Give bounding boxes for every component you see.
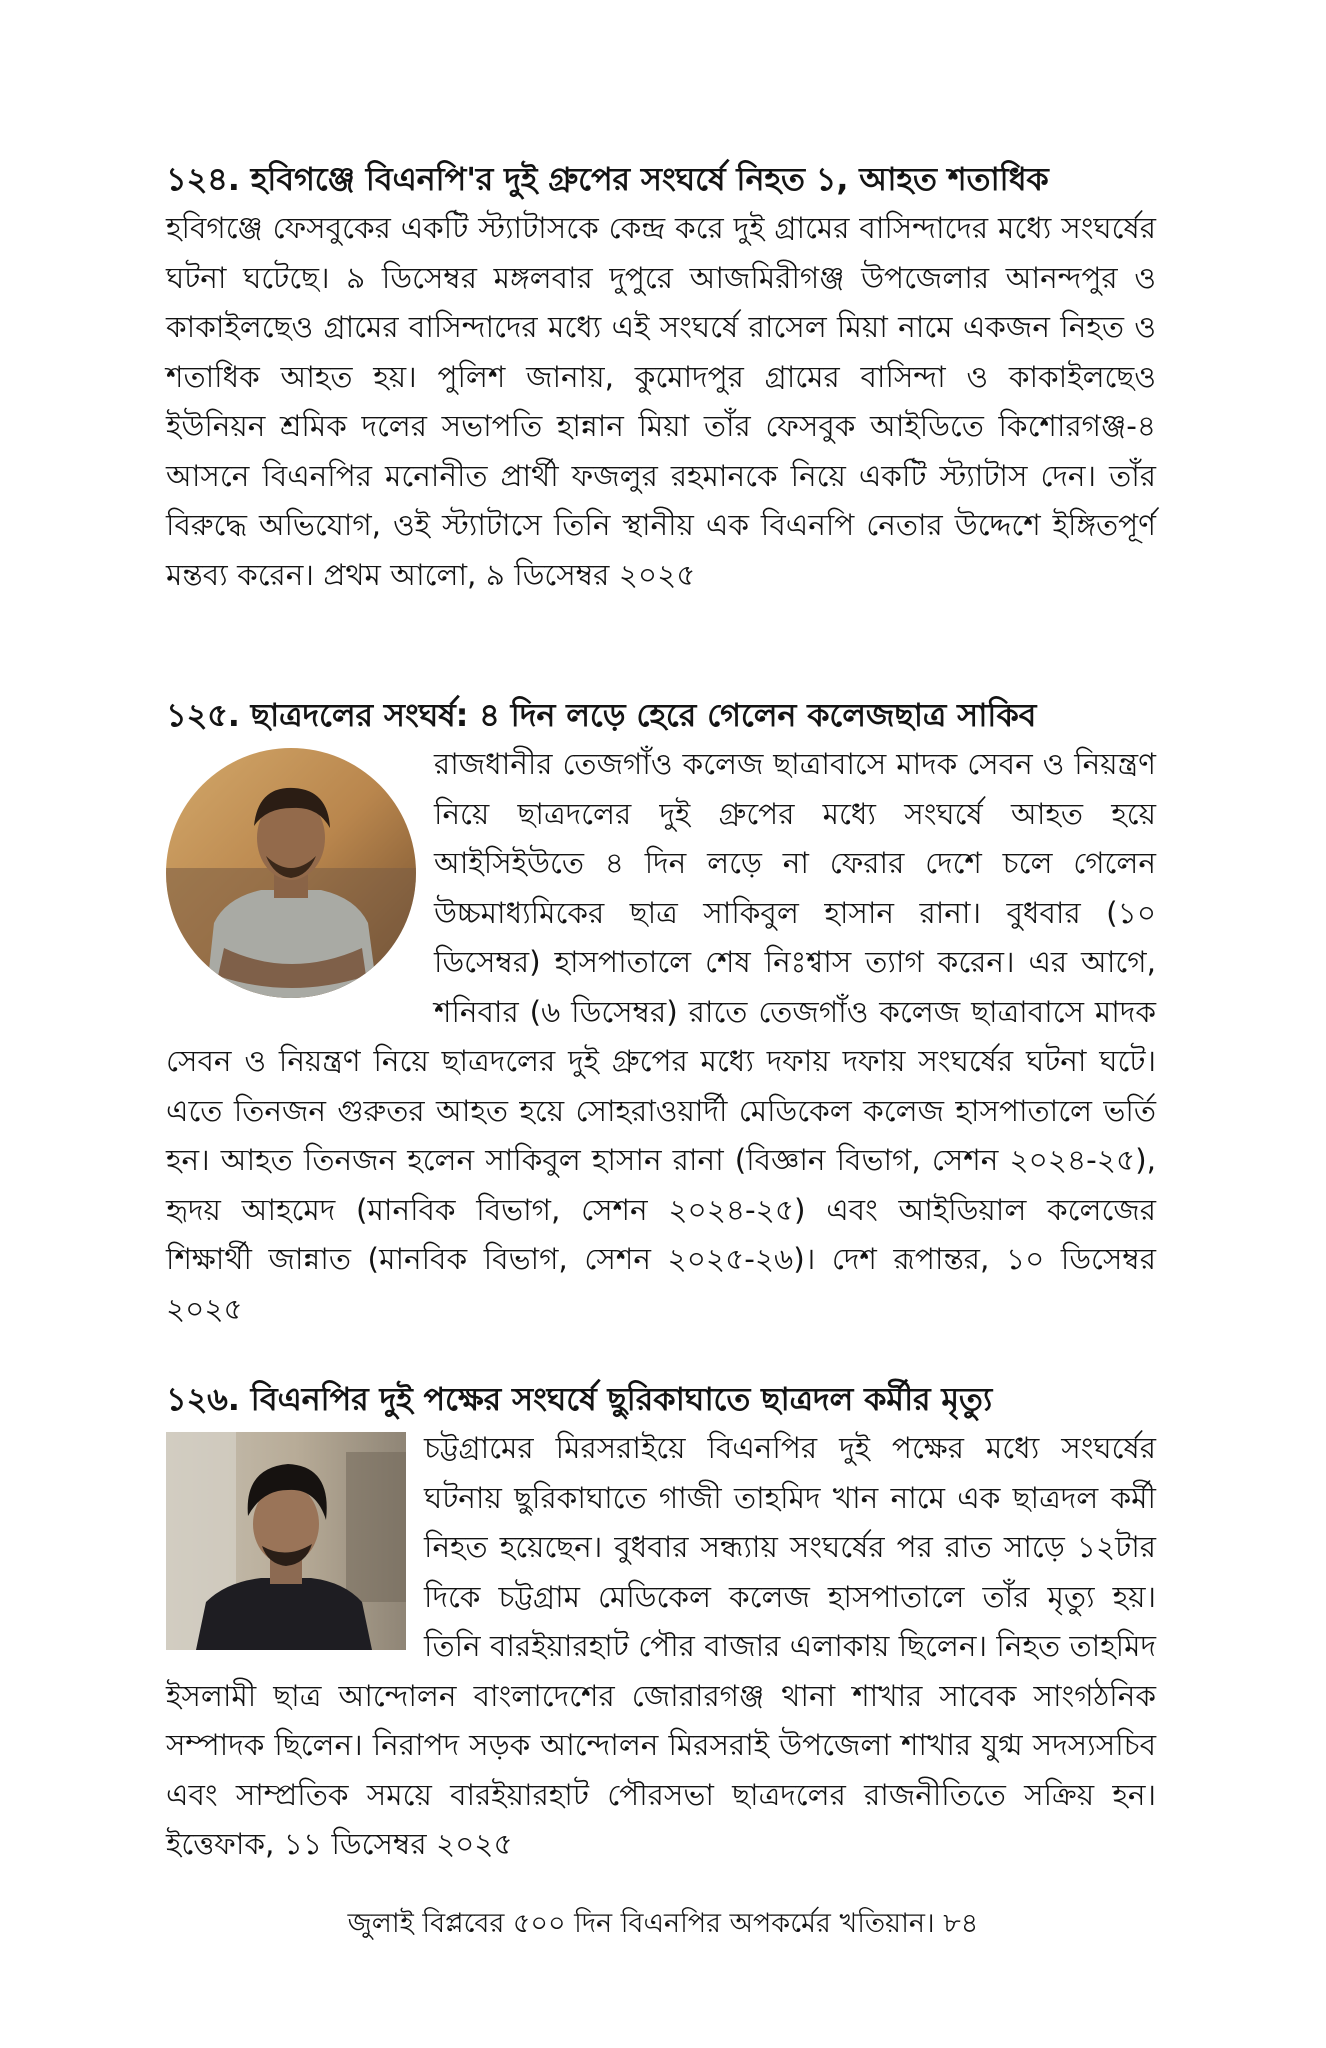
article-photo-portrait — [166, 748, 416, 998]
article-headline: ১২৫. ছাত্রদলের সংঘর্ষ: ৪ দিন লড়ে হেরে গেলেন কলেজছাত্র সাকিব — [166, 696, 1037, 734]
page-footer: জুলাই বিপ্লবের ৫০০ দিন বিএনপির অপকর্মের খতিয়ান। ৮৪ — [347, 1908, 979, 1939]
article-124 — [166, 156, 1156, 600]
article-126 — [166, 1376, 1156, 1870]
article-body: চট্টগ্রামের মিরসরাইয়ে বিএনপির দুই পক্ষের মধ্যে সংঘর্ষের ঘটনায় ছুরিকাঘাতে গাজী তাহমিদ খান নামে এক ছাত্রদল কর্মী নিহত হয়েছেন। বুধবার সন্ধ্যায় সংঘর্ষের পর রাত সাড়ে ১২টার দিকে চট্টগ্রাম মেডিকেল কলেজ হাসপাতালে তাঁর মৃত্যু হয়। তিনি বারইয়ারহাট পৌর বাজার এলাকায় ছিলেন। নিহত তাহমিদ ইসলামী ছাত্র আন্দোলন বাংলাদেশের জোরারগঞ্জ থানা শাখার সাবেক সাংগঠনিক সম্পাদক ছিলেন। নিরাপদ সড়ক আন্দোলন মিরসরাই উপজেলা শাখার যুগ্ম সদস্যসচিব এবং সাম্প্রতিক সময়ে বারইয়ারহাট পৌরসভা ছাত্রদলের রাজনীতিতে সক্রিয় হন। ইত্তেফাক, ১১ ডিসেম্বর ২০২৫ — [166, 1431, 1156, 1861]
article-photo-portrait — [166, 1432, 406, 1650]
article-body: হবিগঞ্জে ফেসবুকের একটি স্ট্যাটাসকে কেন্দ্র করে দুই গ্রামের বাসিন্দাদের মধ্যে সংঘর্ষের ঘটনা ঘটেছে। ৯ ডিসেম্বর মঙ্গলবার দুপুরে আজমিরীগঞ্জ উপজেলার আনন্দপুর ও কাকাইলছেও গ্রামের বাসিন্দাদের মধ্যে এই সংঘর্ষে রাসেল মিয়া নামে একজন নিহত ও শতাধিক আহত হয়। পুলিশ জানায়, কুমোদপুর গ্রামের বাসিন্দা ও কাকাইলছেও ইউনিয়ন শ্রমিক দলের সভাপতি হান্নান মিয়া তাঁর ফেসবুক আইডিতে কিশোরগঞ্জ-৪ আসনে বিএনপির মনোনীত প্রার্থী ফজলুর রহমানকে নিয়ে একটি স্ট্যাটাস দেন। তাঁর বিরুদ্ধে অভিযোগ, ওই স্ট্যাটাসে তিনি স্থানীয় এক বিএনপি নেতার উদ্দেশে ইঙ্গিতপূর্ণ মন্তব্য করেন। প্রথম আলো, ৯ ডিসেম্বর ২০২৫ — [166, 211, 1156, 592]
portrait-image — [166, 1432, 406, 1650]
portrait-image — [166, 748, 416, 998]
article-body: রাজধানীর তেজগাঁও কলেজ ছাত্রাবাসে মাদক সেবন ও নিয়ন্ত্রণ নিয়ে ছাত্রদলের দুই গ্রুপের মধ্যে সংঘর্ষে আহত হয়ে আইসিইউতে ৪ দিন লড়ে না ফেরার দেশে চলে গেলেন উচ্চমাধ্যমিকের ছাত্র সাকিবুল হাসান রানা। বুধবার (১০ ডিসেম্বর) হাসপাতালে শেষ নিঃশ্বাস ত্যাগ করেন। এর আগে, শনিবার (৬ ডিসেম্বর) রাতে তেজগাঁও কলেজ ছাত্রাবাসে মাদক সেবন ও নিয়ন্ত্রণ নিয়ে ছাত্রদলের দুই গ্রুপের মধ্যে দফায় দফায় সংঘর্ষের ঘটনা ঘটে। এতে তিনজন গুরুতর আহত হয়ে সোহরাওয়ার্দী মেডিকেল কলেজ হাসপাতালে ভর্তি হন। আহত তিনজন হলেন সাকিবুল হাসান রানা (বিজ্ঞান বিভাগ, সেশন ২০২৪-২৫), হৃদয় আহমেদ (মানবিক বিভাগ, সেশন ২০২৪-২৫) এবং আইডিয়াল কলেজের শিক্ষার্থী জান্নাত (মানবিক বিভাগ, সেশন ২০২৫-২৬)। দেশ রূপান্তর, ১০ ডিসেম্বর ২০২৫ — [166, 747, 1156, 1326]
article-headline: ১২৪. হবিগঞ্জে বিএনপি'র দুই গ্রুপের সংঘর্ষে নিহত ১, আহত শতাধিক — [166, 160, 1049, 198]
article-headline: ১২৬. বিএনপির দুই পক্ষের সংঘর্ষে ছুরিকাঘাতে ছাত্রদল কর্মীর মৃত্যু — [166, 1380, 993, 1418]
article-125 — [166, 692, 1156, 1334]
